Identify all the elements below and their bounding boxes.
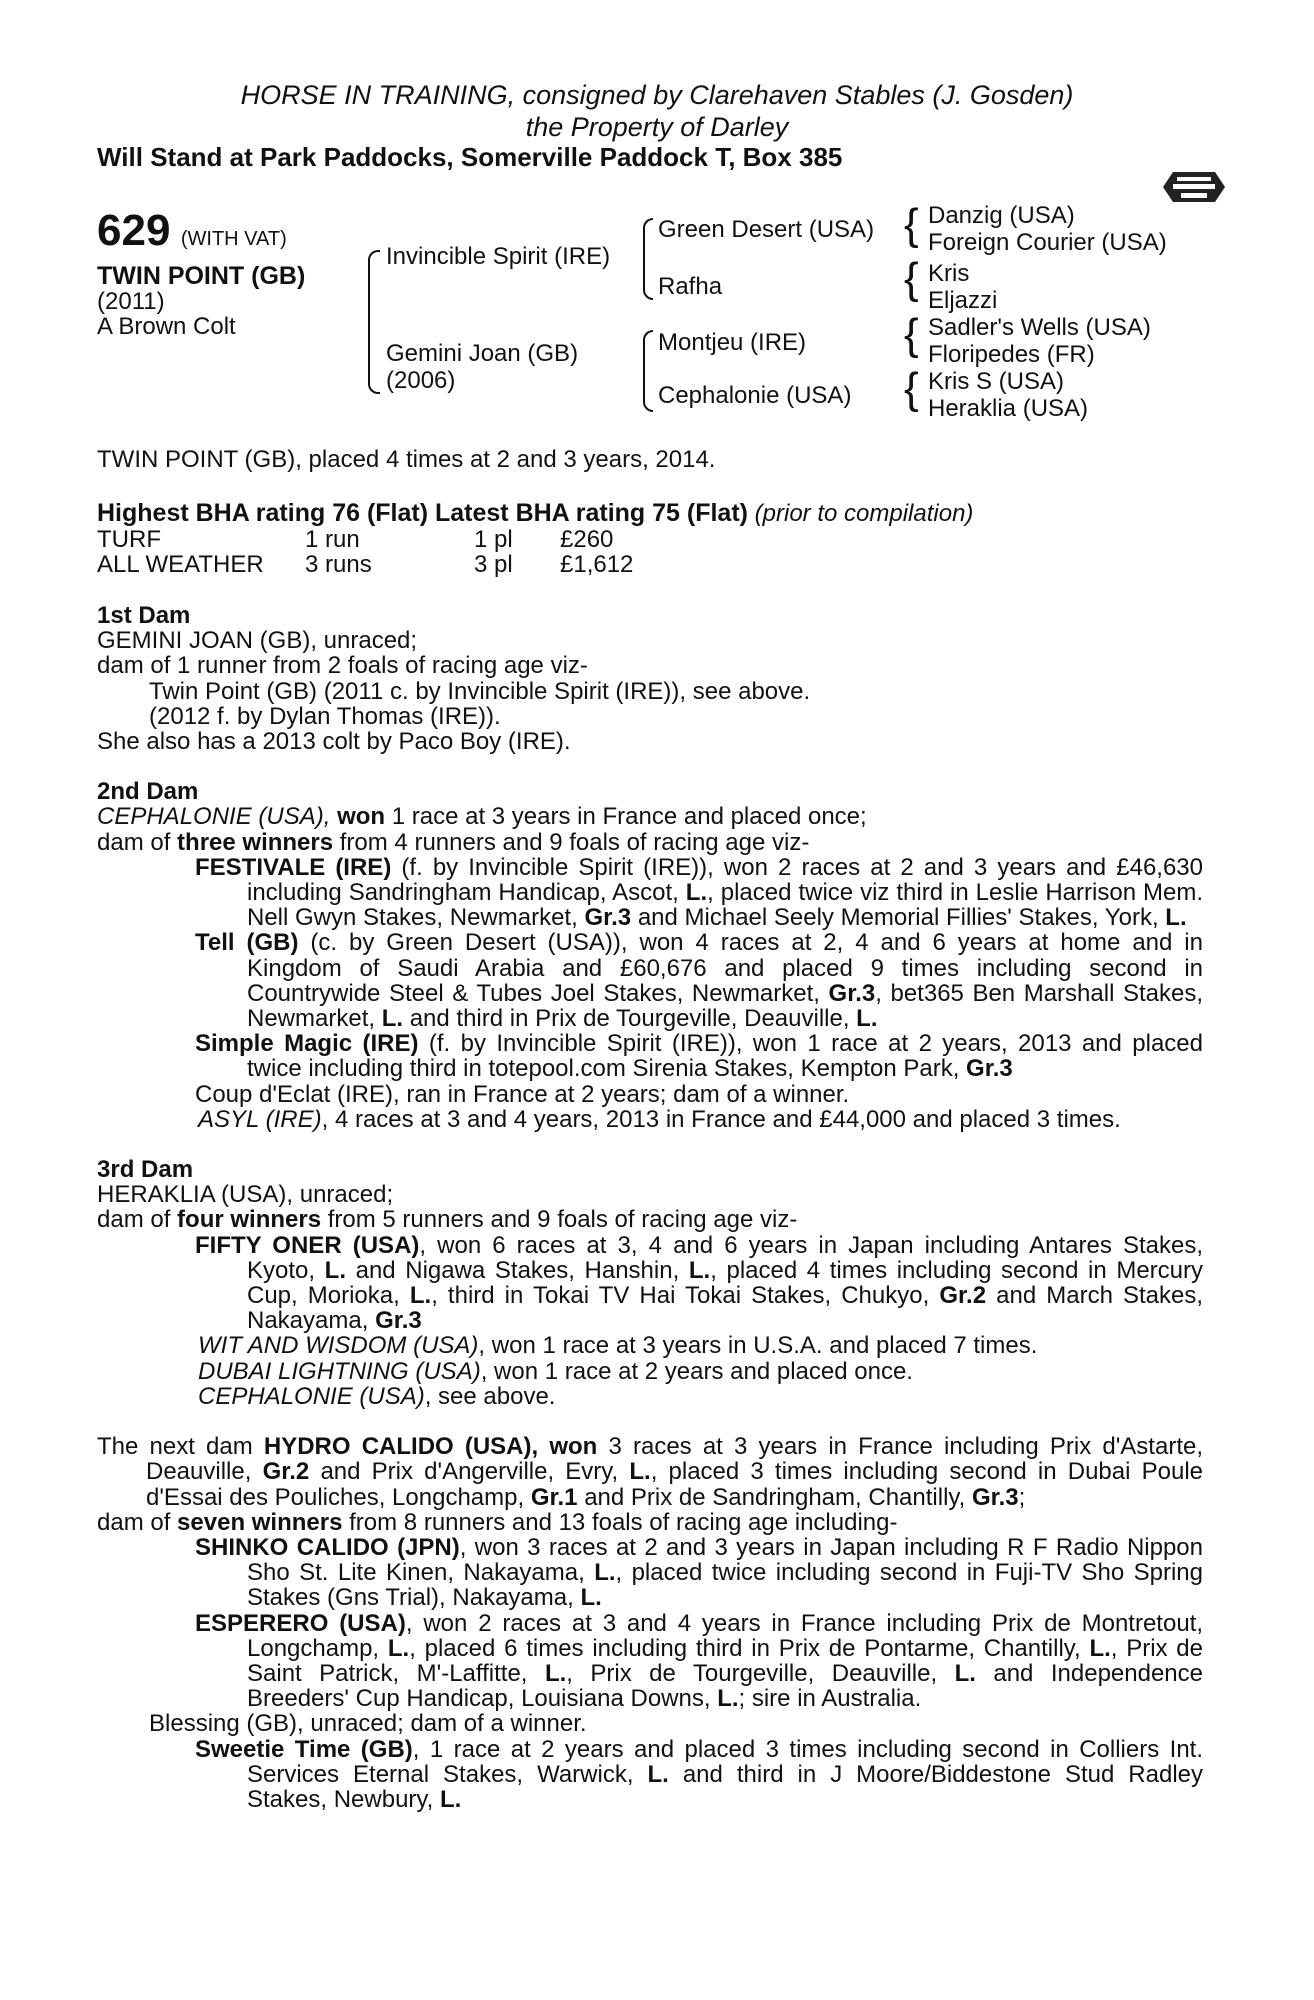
next-dam-intro: The next dam HYDRO CALIDO (USA), won 3 races at 3 years in France including Prix d'Astarte, Deauville, Gr.2 and Prix d'Angerville, Evry, L., placed 3 times including second in Dubai Poule d'Essai des Pouliches, Longchamp, Gr.1 and Prix de Sandringham, Chantilly, Gr.3;	[97, 1433, 1204, 1511]
rating-runs-1: 1 run	[305, 526, 360, 553]
rating-surface-2: ALL WEATHER	[97, 551, 264, 578]
ped-sss: Danzig (USA)	[928, 202, 1075, 229]
dam1-line4: (2012 f. by Dylan Thomas (IRE)).	[149, 702, 501, 730]
dam2-coup: Coup d'Eclat (IRE), ran in France at 2 years; dam of a winner.	[195, 1080, 850, 1108]
next-dam-sweetie: Sweetie Time (GB), 1 race at 2 years and placed 3 times including second in Colliers Int. Services Eternal Stakes, Warwick, L. and third in J Moore/Biddestone Stud Radley Stakes, Newbury, L.	[195, 1735, 1204, 1813]
rating-bold: Highest BHA rating 76 (Flat) Latest BHA rating 75 (Flat)	[97, 499, 748, 527]
ped-dd: Cephalonie (USA)	[658, 382, 852, 409]
rating-note: (prior to compilation)	[754, 500, 974, 527]
curly-1: {	[904, 200, 919, 249]
dam3-cephalonie: CEPHALONIE (USA), see above.	[198, 1382, 556, 1410]
horse-year: (2011)	[97, 288, 165, 315]
header-line-3: Will Stand at Park Paddocks, Somerville Paddock T, Box 385	[97, 142, 843, 172]
dam-sections	[97, 603, 1203, 1812]
brace-gen1	[368, 250, 380, 394]
dam2-festivale: FESTIVALE (IRE) (f. by Invincible Spirit (IRE)), won 2 races at 2 and 3 years and £46,630 including Sandringham Handicap, Ascot, L., placed twice viz third in Leslie Harrison Mem. Nell Gwyn Stakes, Newmarket, Gr.3 and Michael Seely Memorial Fillies' Stakes, York, L.	[195, 853, 1204, 932]
brace-dam	[643, 330, 653, 412]
curly-2: {	[904, 254, 919, 303]
ped-ds: Montjeu (IRE)	[658, 329, 807, 356]
ped-dss: Sadler's Wells (USA)	[928, 314, 1151, 341]
ped-sds: Kris	[928, 260, 970, 287]
ped-dds: Kris S (USA)	[928, 368, 1065, 395]
header-line-2: the Property of Darley	[525, 112, 789, 142]
training-bonus-badge-icon	[1163, 170, 1225, 204]
dam2-asyl: ASYL (IRE), 4 races at 3 and 4 years, 2013 in France and £44,000 and placed 3 times.	[198, 1105, 1121, 1133]
ped-dsd: Floripedes (FR)	[928, 341, 1095, 368]
ped-sire: Invincible Spirit (IRE)	[386, 243, 611, 270]
lot-number-row	[97, 206, 287, 256]
dam2-tell: Tell (GB) (c. by Green Desert (USA)), won 4 races at 2, 4 and 6 years at home and in Kingdom of Saudi Arabia and £60,676 and placed 9 times including second in Countrywide Steel & Tubes Joel Stakes, Newmarket, Gr.3, bet365 Ben Marshall Stakes, Newmarket, L. and third in Prix de Tourgeville, Deauville, L.	[195, 929, 1204, 1033]
header-line-1: HORSE IN TRAINING, consigned by Clarehaven Stables (J. Gosden)	[240, 80, 1074, 110]
dam3-wit: WIT AND WISDOM (USA), won 1 race at 3 years in U.S.A. and placed 7 times.	[198, 1332, 1038, 1360]
ped-ss: Green Desert (USA)	[658, 216, 875, 243]
curly-4: {	[904, 364, 919, 413]
rating-line	[97, 501, 973, 526]
dam1-line2: dam of 1 runner from 2 foals of racing age viz-	[97, 652, 588, 680]
ped-dam: Gemini Joan (GB)	[386, 340, 579, 367]
next-dam-dam-of: dam of seven winners from 8 runners and 13 foals of racing age including-	[97, 1508, 898, 1536]
vat-note: (WITH VAT)	[180, 228, 287, 250]
rating-runs-2: 3 runs	[305, 551, 372, 578]
rating-amount-2: £1,612	[560, 551, 634, 578]
race-summary: TWIN POINT (GB), placed 4 times at 2 and 3 years, 2014.	[97, 446, 716, 473]
dam1-line3: Twin Point (GB) (2011 c. by Invincible Spirit (IRE)), see above.	[149, 677, 811, 705]
ped-ddd: Heraklia (USA)	[928, 395, 1089, 422]
dam3-dubai: DUBAI LIGHTNING (USA), won 1 race at 2 years and placed once.	[198, 1357, 913, 1385]
dam2-heading: 2nd Dam	[97, 778, 199, 806]
ped-dam-year: (2006)	[386, 367, 456, 394]
rating-placed-2: 3 pl	[474, 551, 513, 578]
horse-description: A Brown Colt	[97, 313, 236, 340]
dam3-line1: HERAKLIA (USA), unraced;	[97, 1181, 394, 1209]
dam3-fifty-oner: FIFTY ONER (USA), won 6 races at 3, 4 and 6 years in Japan including Antares Stakes, Kyoto, L. and Nigawa Stakes, Hanshin, L., placed 4 times including second in Mercury Cup, Morioka, L., third in Tokai TV Hai Tokai Stakes, Chukyo, Gr.2 and March Stakes, Nakayama, Gr.3	[195, 1231, 1204, 1335]
dam2-intro: CEPHALONIE (USA), won 1 race at 3 years in France and placed once;	[97, 803, 867, 831]
next-dam-blessing: Blessing (GB), unraced; dam of a winner.	[149, 1710, 587, 1738]
ped-ssd: Foreign Courier (USA)	[928, 229, 1167, 256]
rating-surface-1: TURF	[97, 526, 161, 553]
ped-sdd: Eljazzi	[928, 287, 998, 314]
dam1-heading: 1st Dam	[97, 602, 191, 629]
next-dam-shinko: SHINKO CALIDO (JPN), won 3 races at 2 and 3 years in Japan including R F Radio Nippon Sho St. Lite Kinen, Nakayama, L., placed twice including second in Fuji-TV Sho Spring Stakes (Gns Trial), Nakayama, L.	[195, 1533, 1204, 1612]
lot-number: 629	[97, 206, 171, 255]
dam3-dam-of: dam of four winners from 5 runners and 9 foals of racing age viz-	[97, 1206, 798, 1234]
rating-placed-1: 1 pl	[474, 526, 513, 553]
dam1-line5: She also has a 2013 colt by Paco Boy (IRE).	[97, 728, 571, 756]
ped-sd: Rafha	[658, 273, 723, 300]
horse-name: TWIN POINT (GB)	[97, 262, 306, 290]
dam2-dam-of: dam of three winners from 4 runners and 9 foals of racing age viz-	[97, 828, 810, 856]
brace-sire	[643, 218, 653, 300]
dam3-heading: 3rd Dam	[97, 1156, 194, 1184]
next-dam-esperero: ESPERERO (USA), won 2 races at 3 and 4 years in France including Prix de Montretout, Longchamp, L., placed 6 times including third in Prix de Pontarme, Chantilly, L., Prix de Saint Patrick, M'-Laffitte, L., Prix de Tourgeville, Deauville, L. and Independence Breeders' Cup Handicap, Louisiana Downs, L.; sire in Australia.	[195, 1609, 1204, 1713]
rating-amount-1: £260	[560, 526, 614, 553]
curly-3: {	[904, 310, 919, 359]
dam1-line1: GEMINI JOAN (GB), unraced;	[97, 627, 418, 655]
dam2-simple-magic: Simple Magic (IRE) (f. by Invincible Spirit (IRE)), won 1 race at 2 years, 2013 and placed twice including third in totepool.com Sirenia Stakes, Kempton Park, Gr.3	[195, 1030, 1203, 1083]
